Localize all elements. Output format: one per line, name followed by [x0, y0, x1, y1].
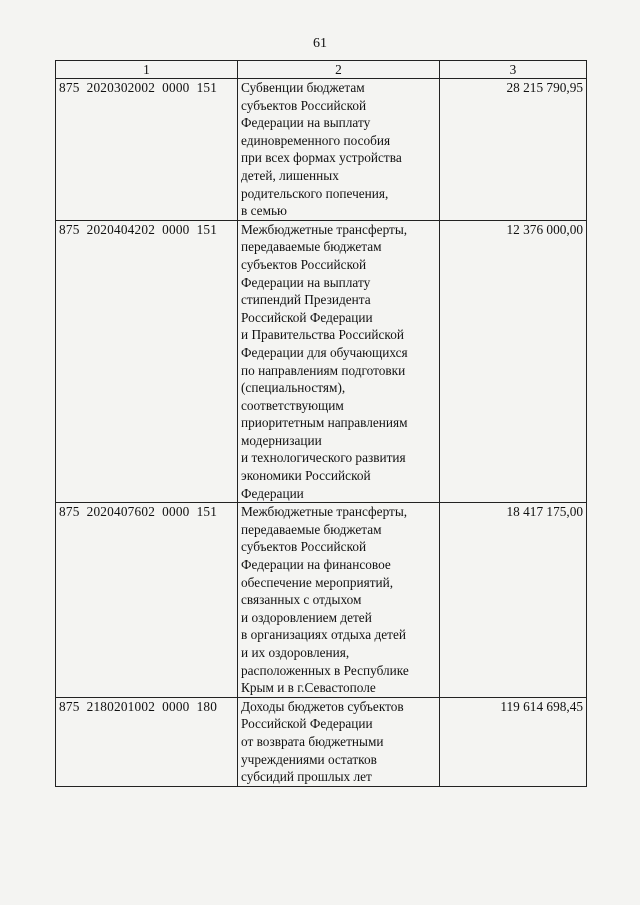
table-header-row	[56, 61, 587, 79]
description-line: учреждениями остатков	[241, 751, 377, 767]
amount-cell: 119 614 698,45	[440, 697, 587, 786]
budget-code-cell: 875 2020302002 0000 151	[56, 79, 238, 221]
description-line: Федерации на финансовое	[241, 557, 391, 573]
budget-code-cell: 875 2020407602 0000 151	[56, 503, 238, 698]
description-line: Федерации на выплату	[241, 115, 371, 131]
description-line: родительского попечения,	[241, 185, 389, 201]
description-line: при всех формах устройства	[241, 150, 402, 166]
description-line: модернизации	[241, 432, 322, 448]
column-header-1: 1	[56, 61, 238, 79]
description-line: субъектов Российской	[241, 256, 367, 272]
description-line: экономики Российской	[241, 468, 371, 484]
description-line: в семью	[241, 203, 287, 219]
description-line: от возврата бюджетными	[241, 733, 384, 749]
description-line: обеспечение мероприятий,	[241, 574, 394, 590]
description-line: передаваемые бюджетам	[241, 521, 382, 537]
description-line: и Правительства Российской	[241, 327, 404, 343]
description-line: стипендий Президента	[241, 292, 371, 308]
description-line: и оздоровлением детей	[241, 609, 372, 625]
description-line: Российской Федерации	[241, 716, 373, 732]
description-line: Межбюджетные трансферты,	[241, 221, 408, 237]
description-cell	[238, 503, 440, 698]
description-cell	[238, 220, 440, 503]
description-line: и их оздоровления,	[241, 645, 350, 660]
amount-cell: 12 376 000,00	[440, 220, 587, 503]
table-row	[56, 697, 587, 786]
budget-code-cell: 875 2180201002 0000 180	[56, 697, 238, 786]
description-line: в организациях отдыха детей	[241, 627, 406, 643]
budget-table	[55, 60, 587, 787]
description-line: субсидий прошлых лет	[241, 769, 372, 785]
amount-cell: 18 417 175,00	[440, 503, 587, 698]
description-line: Доходы бюджетов субъектов	[241, 698, 404, 714]
description-line: расположенных в Республике	[241, 662, 409, 678]
description-line: детей, лишенных	[241, 167, 339, 183]
description-line: Федерации для обучающихся	[241, 344, 408, 360]
description-line: субъектов Российской	[241, 97, 367, 113]
description-line: по направлениям подготовки	[241, 362, 406, 378]
description-cell	[238, 697, 440, 786]
budget-code-cell: 875 2020404202 0000 151	[56, 220, 238, 503]
amount-cell: 28 215 790,95	[440, 79, 587, 221]
description-line: приоритетным направлениям	[241, 415, 408, 431]
description-line: и технологического развития	[241, 450, 406, 466]
description-cell	[238, 79, 440, 221]
description-line: связанных с отдыхом	[241, 592, 362, 608]
page-number: 61	[313, 36, 327, 51]
description-line: единовременного пособия	[241, 132, 391, 148]
description-line: Крым и в г.Севастополе	[241, 680, 376, 696]
table-row	[56, 220, 587, 503]
description-line: Российской Федерации	[241, 309, 373, 325]
table-row	[56, 503, 587, 698]
description-line: Федерации	[241, 485, 304, 501]
description-line: Федерации на выплату	[241, 274, 371, 290]
description-line: Субвенции бюджетам	[241, 80, 365, 95]
description-line: субъектов Российской	[241, 539, 367, 555]
description-line: Межбюджетные трансферты,	[241, 504, 408, 520]
table-row	[56, 79, 587, 221]
description-line: соответствующим	[241, 397, 344, 413]
description-line: передаваемые бюджетам	[241, 239, 382, 255]
column-header-3: 3	[440, 61, 587, 79]
description-line: (специальностям),	[241, 380, 346, 396]
column-header-2: 2	[238, 61, 440, 79]
